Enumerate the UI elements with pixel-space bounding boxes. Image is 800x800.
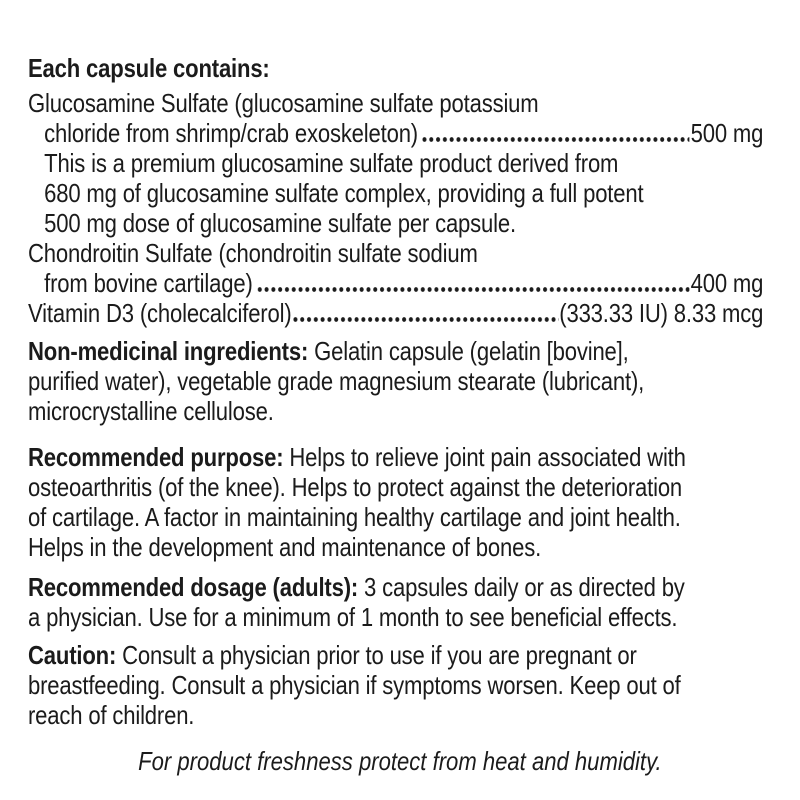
chondroitin-name-line: Chondroitin Sulfate (chondroitin sulfate sodium (28, 238, 478, 268)
glucosamine-source-text: chloride from shrimp/crab exoskeleton) (44, 118, 418, 148)
glucosamine-note-line-1: This is a premium glucosamine sulfate product derived from (44, 148, 619, 178)
purpose-line-2: osteoarthritis (of the knee). Helps to protect against the deterioration (28, 472, 683, 502)
freshness-note: For product freshness protect from heat and humidity. (138, 746, 662, 776)
vitamin-d3-amount: (333.33 IU) 8.33 mcg (559, 298, 764, 328)
section-caution (28, 640, 772, 730)
supplement-label-panel (28, 0, 772, 776)
dosage-line-2: a physician. Use for a minimum of 1 month to see beneficial effects. (28, 602, 678, 632)
caution-title: Caution: (28, 640, 117, 670)
purpose-line-3: of cartilage. A factor in maintaining healthy cartilage and joint health. (28, 502, 681, 532)
chondroitin-source-text: from bovine cartilage) (44, 268, 253, 298)
caution-line-2: breastfeeding. Consult a physician if symptoms worsen. Keep out of (28, 670, 681, 700)
ingredient-glucosamine (28, 88, 772, 238)
caution-line-3: reach of children. (28, 700, 195, 730)
ingredient-chondroitin (28, 238, 772, 298)
dotted-leader (257, 286, 690, 293)
non-medicinal-line-1: Gelatin capsule (gelatin [bovine], (314, 336, 629, 366)
section-recommended-dosage (28, 572, 772, 632)
dotted-leader (293, 316, 558, 323)
non-medicinal-title: Non-medicinal ingredients: (28, 336, 309, 366)
non-medicinal-line-3: microcrystalline cellulose. (28, 396, 274, 426)
dosage-line-1: 3 capsules daily or as directed by (364, 572, 685, 602)
glucosamine-amount-row (28, 118, 772, 148)
purpose-title: Recommended purpose: (28, 442, 284, 472)
glucosamine-note-line-2: 680 mg of glucosamine sulfate complex, providing a full potent (44, 178, 644, 208)
purpose-line-1: Helps to relieve joint pain associated with (289, 442, 686, 472)
glucosamine-amount: 500 mg (690, 118, 764, 148)
glucosamine-note-line-3: 500 mg dose of glucosamine sulfate per capsule. (44, 208, 516, 238)
label-heading: Each capsule contains: (28, 53, 270, 83)
purpose-line-4: Helps in the development and maintenance of bones. (28, 532, 542, 562)
non-medicinal-line-2: purified water), vegetable grade magnesium stearate (lubricant), (28, 366, 645, 396)
dotted-leader (422, 136, 690, 143)
vitamin-d3-name: Vitamin D3 (cholecalciferol) (28, 298, 292, 328)
section-non-medicinal (28, 336, 772, 426)
caution-line-1: Consult a physician prior to use if you are pregnant or (122, 640, 637, 670)
dosage-title: Recommended dosage (adults): (28, 572, 359, 602)
chondroitin-amount-row (28, 268, 772, 298)
ingredient-vitamin-d3 (28, 298, 772, 328)
glucosamine-name-line: Glucosamine Sulfate (glucosamine sulfate potassium (28, 88, 539, 118)
section-recommended-purpose (28, 442, 772, 562)
chondroitin-amount: 400 mg (690, 268, 764, 298)
